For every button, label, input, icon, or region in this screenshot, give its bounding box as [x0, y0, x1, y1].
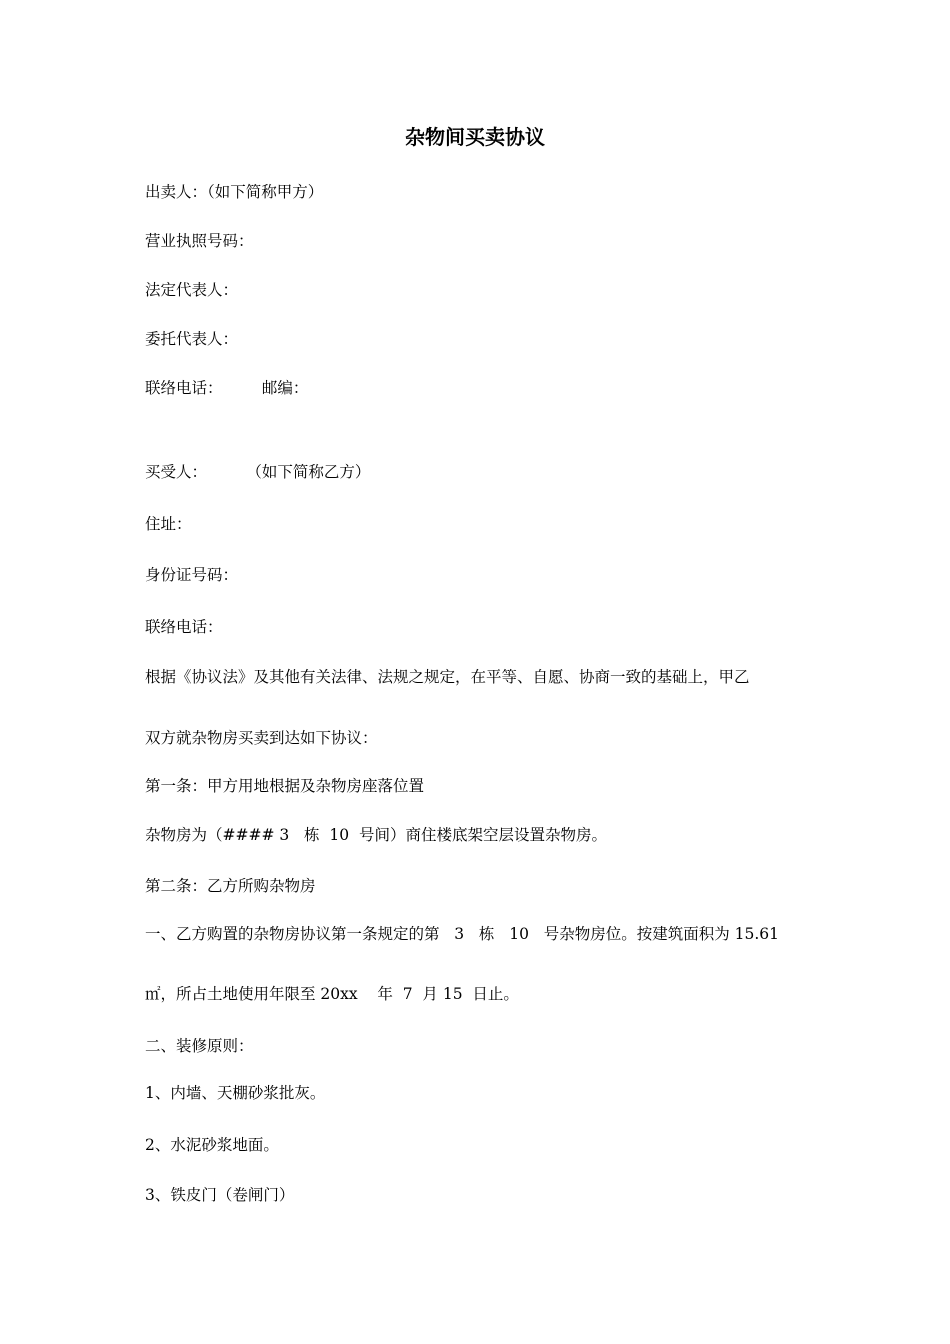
- buyer-id-line: 身份证号码：: [145, 566, 239, 584]
- buyer-line: 买受人： （如下简称乙方）: [145, 463, 371, 481]
- document-title: 杂物间买卖协议: [405, 125, 545, 149]
- seller-line: 出卖人：（如下简称甲方）: [145, 183, 324, 201]
- decoration-standard-heading: 二、装修原则：: [145, 1037, 254, 1055]
- authorized-representative-line: 委托代表人：: [145, 330, 239, 348]
- decoration-item-1: 1、内墙、天棚砂浆批灰。: [145, 1084, 326, 1102]
- legal-representative-line: 法定代表人：: [145, 281, 239, 299]
- article-2-heading: 第二条：乙方所购杂物房: [145, 877, 316, 895]
- buyer-address-line: 住址：: [145, 515, 192, 533]
- decoration-item-2: 2、水泥砂浆地面。: [145, 1136, 279, 1154]
- article-2-item-1-line-2: ㎡，所占土地使用年限至 20xx 年 7 月 15 日止。: [145, 985, 519, 1003]
- buyer-contact-line: 联络电话：: [145, 618, 223, 636]
- article-1-body: 杂物房为（#### 3 栋 10 号间）商住楼底架空层设置杂物房。: [145, 826, 607, 844]
- article-1-heading: 第一条：甲方用地根据及杂物房座落位置: [145, 777, 425, 795]
- seller-contact-line: 联络电话： 邮编：: [145, 379, 309, 397]
- article-2-item-1-line-1: 一、乙方购置的杂物房协议第一条规定的第 3 栋 10 号杂物房位。按建筑面积为 15.61: [145, 925, 780, 943]
- preamble-line-2: 双方就杂物房买卖到达如下协议：: [145, 729, 378, 747]
- decoration-item-3: 3、铁皮门（卷闸门）: [145, 1186, 295, 1204]
- business-license-line: 营业执照号码：: [145, 232, 254, 250]
- preamble-line-1: 根据《协议法》及其他有关法律、法规之规定，在平等、自愿、协商一致的基础上，甲乙: [145, 668, 750, 686]
